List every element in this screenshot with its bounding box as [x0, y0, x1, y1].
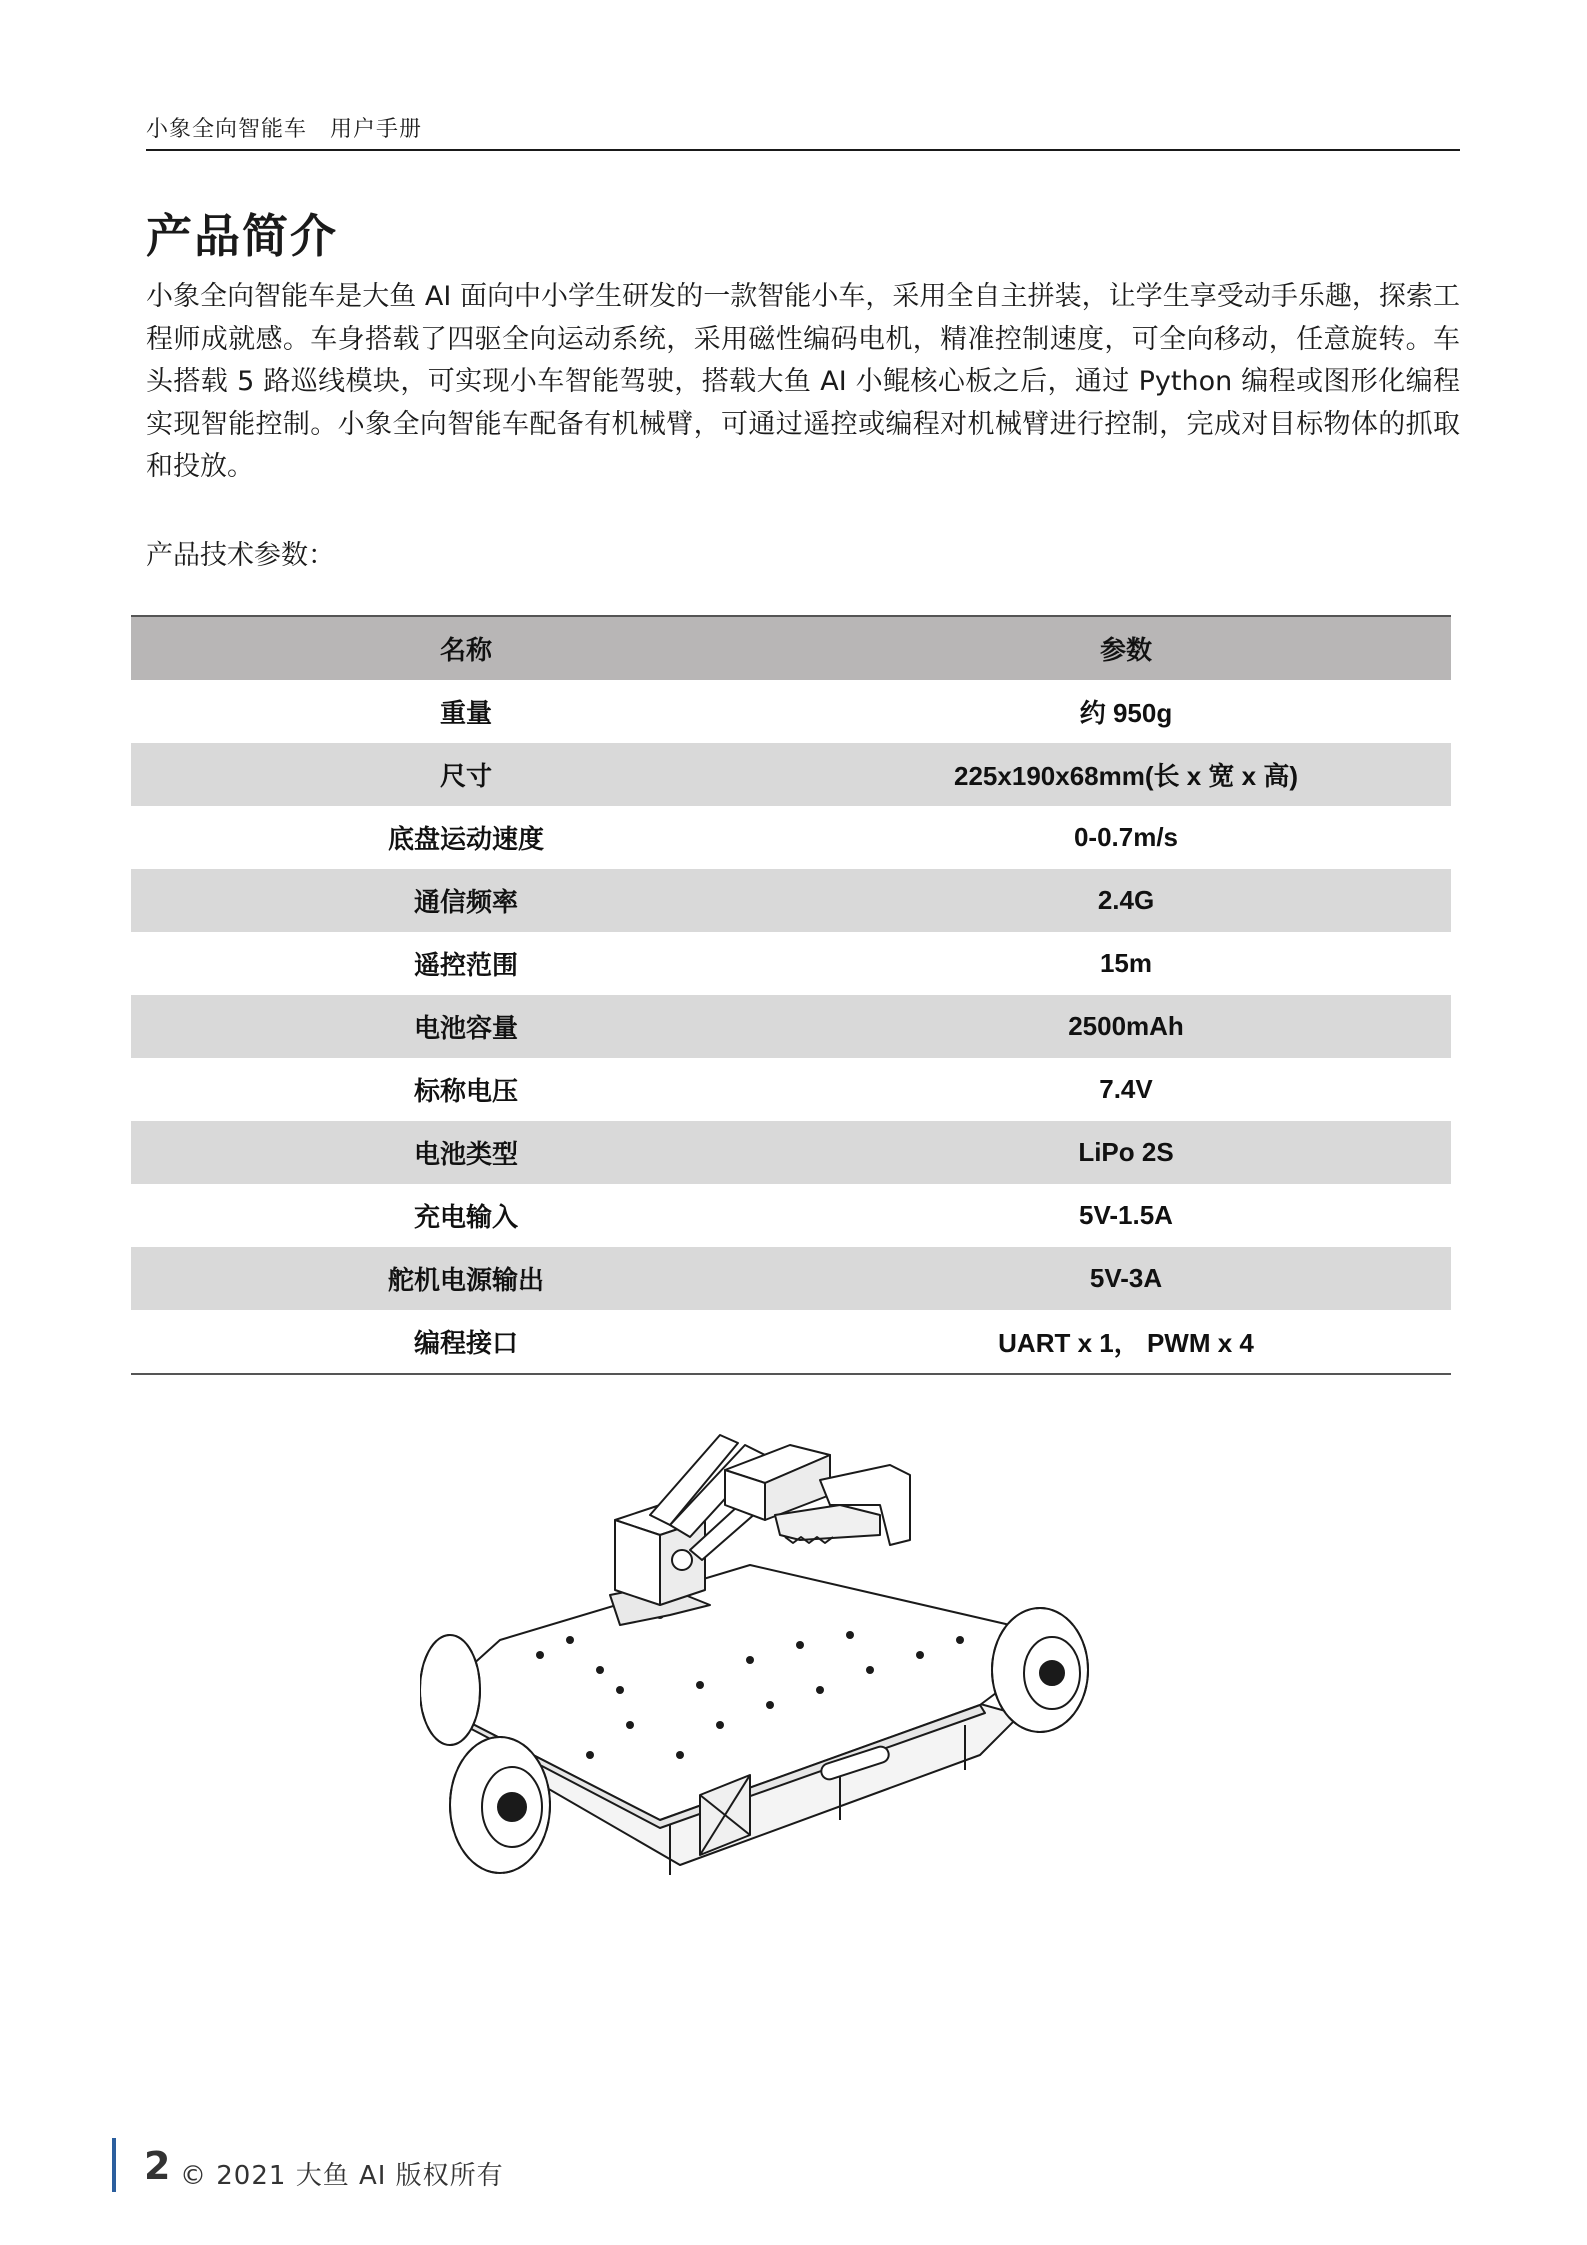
row-label: 充电输入: [413, 1202, 518, 1232]
table-row: [131, 1121, 1451, 1184]
row-value: 2500mAh: [801, 995, 1451, 1058]
table-row: [131, 932, 1451, 995]
intro-paragraph: 小象全向智能车是大鱼 AI 面向中小学生研发的一款智能小车，采用全自主拼装，让学生享受动手乐趣，探索工程师成就感。车身搭载了四驱全向运动系统，采用磁性编码电机，精准控制速度，可全向移动，任意旋转。车头搭载 5 路巡线模块，可实现小车智能驾驶，搭载大鱼 AI 小鲲核心板之后，通过 Python 编程或图形化编程实现智能控制。小象全向智能车配备有机械臂，可通过遥控或编程对机械臂进行控制，完成对目标物体的抓取和投放。: [146, 281, 1460, 482]
table-row: [131, 1184, 1451, 1247]
row-value: 225x190x68mm(长 x 宽 x 高): [801, 743, 1451, 806]
row-label: 电池容量: [131, 995, 801, 1058]
row-label: 底盘运动速度: [387, 824, 544, 854]
row-label: 电池类型: [131, 1121, 801, 1184]
table-row: [131, 1310, 1451, 1374]
table-header-row: [131, 616, 1451, 680]
footer-accent-bar: [112, 2138, 116, 2192]
robot-car-illustration: [420, 1425, 1180, 2005]
params-label: 产品技术参数：: [146, 540, 335, 571]
table-row: [131, 806, 1451, 869]
row-label: 编程接口: [131, 1310, 801, 1374]
table-row: [131, 1058, 1451, 1121]
row-value: 2.4G: [801, 869, 1451, 932]
row-label: 标称电压: [413, 1076, 518, 1106]
row-label: 通信频率: [131, 869, 801, 932]
table-row: [131, 1247, 1451, 1310]
row-label: 尺寸: [131, 743, 801, 806]
row-value: 15m: [1099, 948, 1153, 978]
table-row: [131, 995, 1451, 1058]
header-name: 名称: [131, 616, 801, 680]
table-row: [131, 869, 1451, 932]
row-label: 舵机电源输出: [131, 1247, 801, 1310]
page-number: 2: [144, 2144, 171, 2188]
running-header: 小象全向智能车 用户手册: [146, 117, 423, 142]
row-value: 约 950g: [1079, 698, 1173, 728]
row-value: UART x 1， PWM x 4: [801, 1310, 1451, 1374]
table-row: [131, 680, 1451, 743]
row-value: 0-0.7m/s: [1073, 822, 1179, 852]
copyright-text: © 2021 大鱼 AI 版权所有: [180, 2161, 504, 2191]
row-label: 重量: [439, 698, 492, 728]
header-value: 参数: [801, 616, 1451, 680]
row-label: 遥控范围: [413, 950, 518, 980]
section-title: 产品简介: [146, 209, 338, 263]
row-value: 5V-3A: [801, 1247, 1451, 1310]
header-divider: [146, 149, 1460, 151]
row-value: LiPo 2S: [801, 1121, 1451, 1184]
row-value: 5V-1.5A: [1079, 1200, 1173, 1230]
row-value: 7.4V: [1099, 1074, 1153, 1104]
table-row: [131, 743, 1451, 806]
spec-table: [131, 615, 1451, 1375]
